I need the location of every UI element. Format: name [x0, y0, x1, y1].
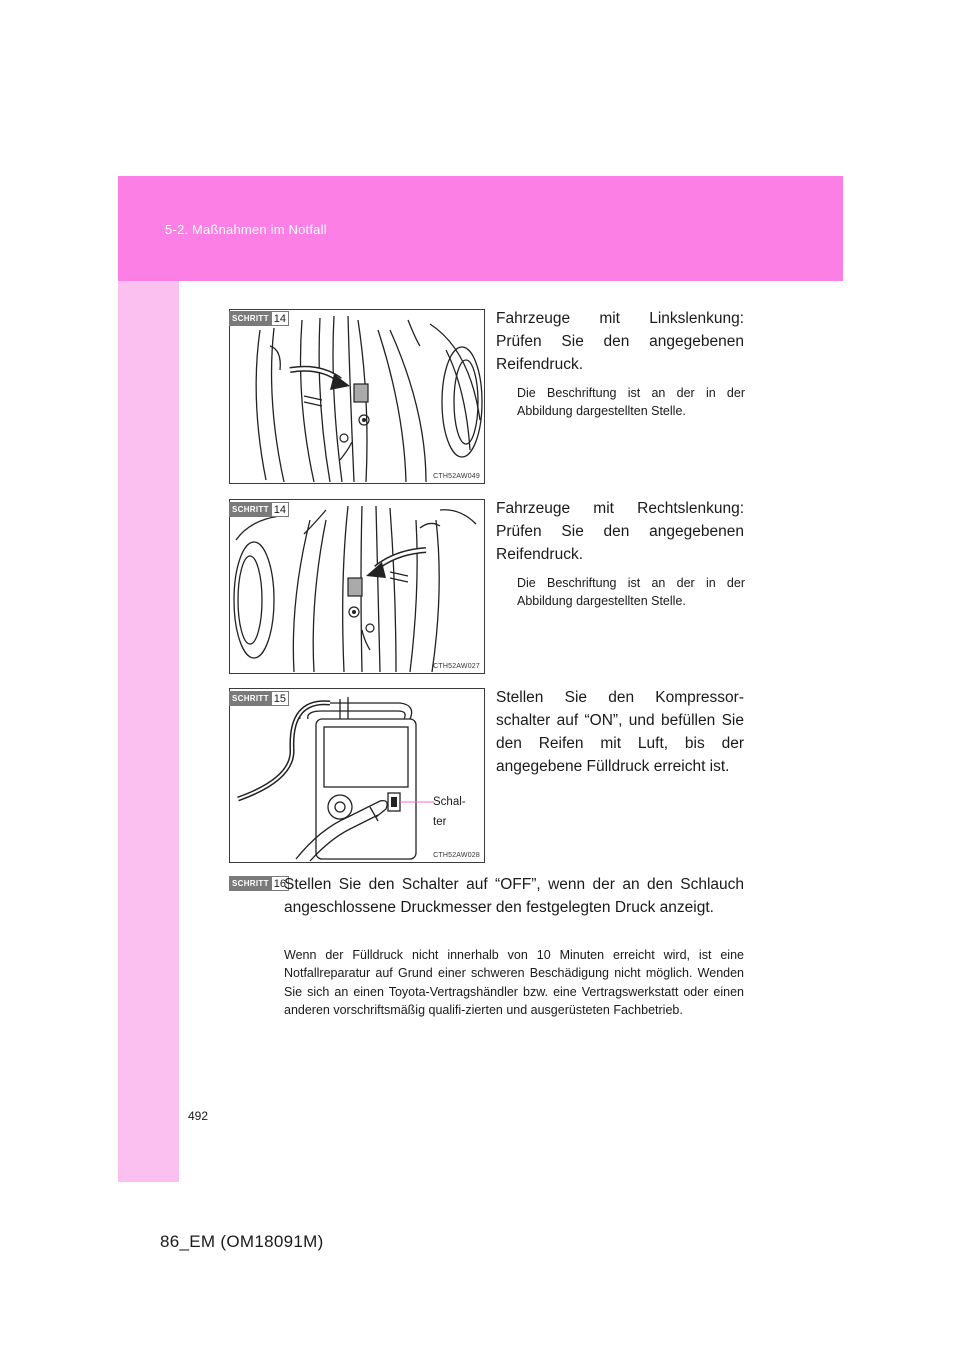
figure-step15-compressor	[229, 688, 485, 863]
section-header: 5-2. Maßnahmen im Notfall	[165, 222, 327, 237]
figure-code: CTH52AW027	[433, 663, 480, 670]
schritt-number: 16	[272, 876, 289, 891]
figure-step14-rhd	[229, 499, 485, 674]
schritt-badge-16	[229, 876, 289, 891]
schritt-number: 14	[272, 502, 289, 517]
schritt-word: SCHRITT	[229, 876, 272, 891]
schritt-badge-14a	[229, 311, 289, 326]
side-margin-band	[118, 176, 179, 1182]
callout-line2: ter	[433, 816, 447, 828]
step16-note: Wenn der Fülldruck nicht innerhalb von 10 Minuten erreicht wird, ist eine Notfallreparatur auf Grund einer schweren Beschädigung nicht möglich. Wenden Sie sich an einen Toyota-Vertragshändler bzw. eine Vertragswerkstatt oder einen anderen vorschriftsmäßig qualifi-zierten und ausgerüsteten Fachbetrieb.	[284, 948, 744, 1018]
schritt-word: SCHRITT	[229, 691, 272, 706]
schritt-word: SCHRITT	[229, 502, 272, 517]
page-number: 492	[188, 1109, 209, 1123]
step14-rhd-text: Fahrzeuge mit Rechtslenkung: Prüfen Sie den angegebenen Reifendruck.	[496, 500, 744, 563]
step15-text: Stellen Sie den Kompressor-schalter auf “ON”, und befüllen Sie den Reifen mit Luft, bis der angegebene Fülldruck erreicht ist.	[496, 689, 744, 775]
seat-belt-illustration-lhd	[230, 310, 486, 485]
schritt-number: 14	[272, 311, 289, 326]
step14-rhd-note: Die Beschriftung ist an der in der Abbildung dargestellten Stelle.	[517, 576, 745, 608]
step14-lhd-text: Fahrzeuge mit Linkslenkung: Prüfen Sie den angegebenen Reifendruck.	[496, 310, 744, 373]
step16-text: Stellen Sie den Schalter auf “OFF”, wenn der an den Schlauch angeschlossene Druckmesser den festgelegten Druck anzeigt.	[284, 876, 744, 916]
figure-step14-lhd	[229, 309, 485, 484]
figure-code: CTH52AW049	[433, 473, 480, 480]
schritt-number: 15	[272, 691, 289, 706]
schritt-badge-14b	[229, 502, 289, 517]
seat-belt-illustration-rhd	[230, 500, 486, 675]
footer-code: 86_EM (OM18091M)	[160, 1232, 324, 1251]
compressor-illustration	[230, 689, 486, 864]
schritt-badge-15	[229, 691, 289, 706]
step14-lhd-note: Die Beschriftung ist an der in der Abbildung dargestellten Stelle.	[517, 386, 745, 418]
schritt-word: SCHRITT	[229, 311, 272, 326]
figure-code: CTH52AW028	[433, 852, 480, 859]
callout-line1: Schal-	[433, 796, 466, 808]
switch-callout-label	[433, 792, 466, 832]
